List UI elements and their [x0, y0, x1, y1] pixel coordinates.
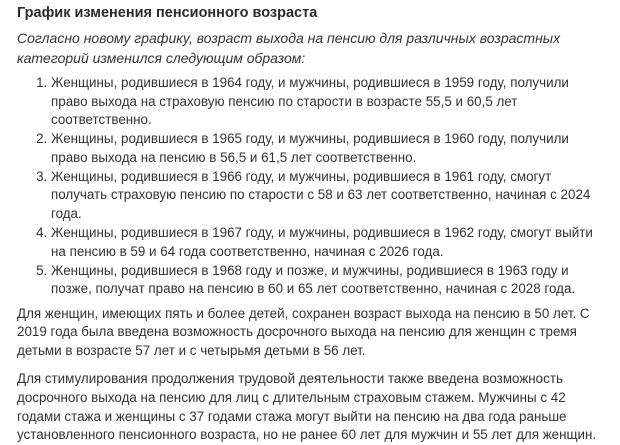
article-intro: Согласно новому графику, возраст выхода на пенсию для различных возрастных категорий изменился следующим образом:	[17, 30, 561, 66]
list-item: 2. Женщины, родившиеся в 1965 году, и мужчины, родившиеся в 1960 году, получили право выхода на пенсию в 56,5 и 61,5 лет соответственно.	[51, 130, 606, 167]
list-item: 5. Женщины, родившиеся в 1968 году и позже, и мужчины, родившиеся в 1963 году и позже, получат право на пенсию в 60 и 65 лет соответственно, начиная с 2028 года.	[51, 262, 606, 299]
article-title: График изменения пенсионного возраста	[17, 5, 318, 21]
list-item: 3. Женщины, родившиеся в 1966 году, и мужчины, родившиеся в 1961 году, смогут получать страховую пенсию по старости с 58 и 63 лет соответственно, начиная с 2024 года.	[51, 168, 606, 224]
age-schedule-list	[17, 74, 606, 299]
paragraph-large-families: Для женщин, имеющих пять и более детей, сохранен возраст выхода на пенсию в 50 лет. С 2019 года была введена возможность досрочного выхода на пенсию для женщин с тремя детьми в возрасте 57 лет и с четырьмя детьми в 56 лет.	[17, 305, 590, 358]
list-item: 4. Женщины, родившиеся в 1967 году, и мужчины, родившиеся в 1962 году, смогут выйти на пенсию в 59 и 64 года соответственно, начиная с 2026 года.	[51, 224, 606, 261]
paragraph-long-service: Для стимулирования продолжения трудовой деятельности также введена возможность досрочного выхода на пенсию для лиц с длительным страховым стажем. Мужчины с 42 годами стажа и женщины с 37 годами стажа могут выйти на пенсию на два года раньше установленного пенсионного возраста, но не ранее 60 лет для мужчин и 55 лет для женщин.	[17, 371, 597, 443]
list-item: 1. Женщины, родившиеся в 1964 году, и мужчины, родившиеся в 1959 году, получили право выхода на страховую пенсию по старости в возрасте 55,5 и 60,5 лет соответственно.	[51, 74, 606, 130]
